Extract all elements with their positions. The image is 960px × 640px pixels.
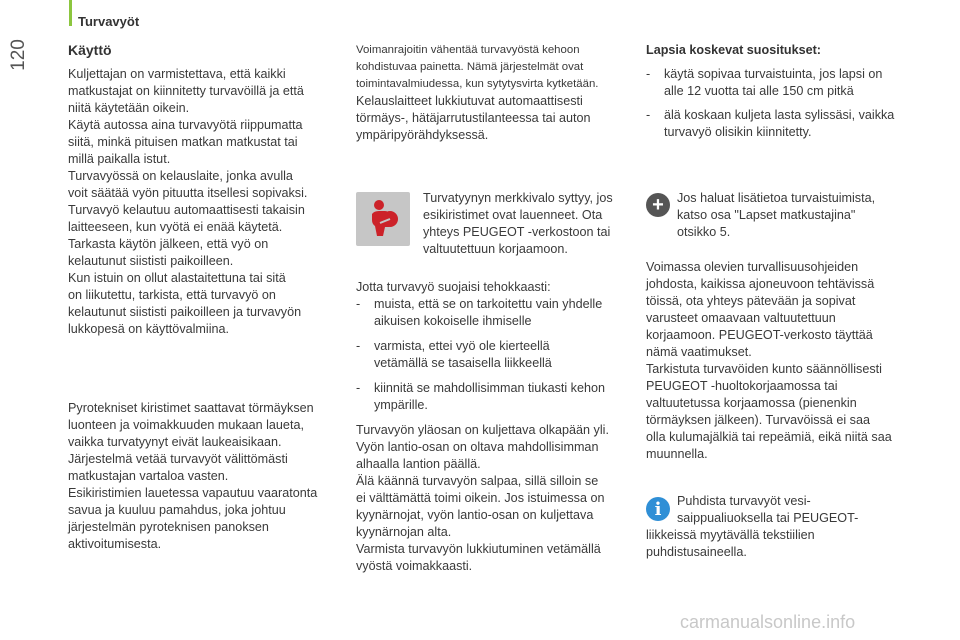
column-right-middle — [646, 259, 916, 463]
children-recommendations-heading: Lapsia koskevat suositukset: — [646, 43, 821, 57]
plus-note-text: Jos haluat lisätietoa turvaistuimista, katso osa "Lapset matkustajina" otsikko 5. — [677, 191, 876, 239]
airbag-warning-text-block — [423, 190, 633, 258]
usage-paragraph: Kuljettajan on varmistettava, että kaikki matkustajat on kiinnitetty turvavöillä ja että niitä käytetään oikein. Käytä autossa aina turvavyötä riippumatta siitä, minkä pituisen matkan matkustat tai millä paikalla istut. Turvavyössä on kelauslaite, jonka avulla voit säätää vyön pituutta itsellesi sopivaksi. Turvavyö kelautuu automaattisesti takaisin laitteeseen, kun vyötä ei enää käytetä. Tarkasta käytön jälkeen, että vyö on kelautunut siististi paikoilleen. Kun istuin on ollut alastaitettuna tai sitä on liikutettu, tarkista, että turvavyö on kelautunut siististi paikoilleen ja turvavyön lukkopesä on käyttövalmiina. — [68, 67, 308, 336]
effective-use-list — [356, 296, 634, 414]
list-item: - älä koskaan kuljeta lasta sylissäsi, vaikka turvavyö olisikin kiinnitetty. — [646, 108, 895, 139]
column-middle-lower — [356, 279, 634, 575]
column-middle — [356, 42, 634, 144]
info-note-first — [677, 493, 917, 527]
list-intro: Jotta turvavyö suojaisi tehokkaasti: — [356, 280, 551, 294]
column-left-lower — [68, 400, 340, 553]
column-left — [68, 42, 340, 338]
heading-usage: Käyttö — [68, 42, 112, 58]
section-title: Turvavyöt — [78, 14, 140, 29]
plus-note-block — [677, 190, 917, 241]
page-number: 120 — [8, 39, 29, 71]
list-item: - käytä sopivaa turvaistuinta, jos lapsi on alle 12 vuotta tai alle 150 cm pitkä — [646, 67, 883, 98]
belt-routing-paragraph: Turvavyön yläosan on kuljettava olkapään yli. Vyön lantio-osan on oltava mahdollisimman alhaalla lantion päällä. Älä käännä turvavyön salpaa, sillä silloin se ei välttämättä toimi oikein. Jos istuimessa on kyynärnojat, vyön lantio-osan on kuljettava kyynärnojan alta. Varmista turvavyön lukkiutuminen vetämällä vyöstä voimakkaasti. — [356, 423, 609, 573]
info-note-rest — [646, 527, 916, 561]
airbag-warning-icon — [356, 192, 410, 246]
list-item: - muista, että se on tarkoitettu vain yhdelle aikuisen kokoiselle ihmiselle — [356, 297, 603, 328]
column-right — [646, 42, 916, 141]
watermark: carmanualsonline.info — [680, 612, 856, 632]
info-icon: i — [646, 497, 670, 521]
list-item: - kiinnitä se mahdollisimman tiukasti kehon ympärille. — [356, 381, 605, 412]
info-note-text-first: Puhdista turvavyöt vesi- saippualiuoksella tai PEUGEOT- — [677, 494, 859, 525]
maintenance-paragraph: Voimassa olevien turvallisuusohjeiden johdosta, kaikissa ajoneuvoon tehtävissä töissä, ota yhteys pätevään ja sopivat varusteet omaavaan valtuutettuun korjaamoon. PEUGEOT-verkosto täyttää nämä vaatimukset. Tarkistuta turvavöiden kunto säännöllisesti PEUGEOT -huoltokorjaamossa tai valtuutetussa korjaamossa (pienenkin törmäyksen jälkeen). Turvavöissä ei saa olla kulumajälkiä tai repeämiä, eikä niitä saa muunnella. — [646, 260, 892, 461]
retractor-paragraph: Kelauslaitteet lukkiutuvat automaattisesti törmäys-, hätäjarrutustilanteessa tai auton ympäripyörähdyksessä. — [356, 94, 591, 142]
section-accent-bar — [69, 0, 72, 26]
plus-icon: + — [646, 193, 670, 217]
children-list — [646, 66, 916, 141]
pretensioner-paragraph: Pyrotekniset kiristimet saattavat törmäyksen luonteen ja voimakkuuden mukaan laueta, vaikka turvatyynyt eivät laukeaisikaan. Järjestelmä vetää turvavyöt välittömästi matkustajan vartaloa vasten. Esikiristimien lauetessa vapautuu vaaratonta savua ja kuuluu pamahdus, joka johtuu järjestelmän pyroteknisen panoksen aktivoitumisesta. — [68, 401, 318, 551]
airbag-warning-text: Turvatyynyn merkkivalo syttyy, jos esikiristimet ovat lauenneet. Ota yhteys PEUGEOT -verkostoon tai valtuutettuun korjaamoon. — [423, 191, 613, 256]
list-item: - varmista, ettei vyö ole kierteellä vetämällä se tasaisella liikkeellä — [356, 339, 552, 370]
force-limiter-note: Voimanrajoitin vähentää turvavyöstä kehoon kohdistuvaa painetta. Nämä järjestelmät ovat toimintavalmiudessa, kun sytytysvirta kytketään. — [356, 44, 599, 90]
info-note-text-rest: liikkeissä myytävällä tekstiilien puhdistusaineella. — [646, 528, 815, 559]
